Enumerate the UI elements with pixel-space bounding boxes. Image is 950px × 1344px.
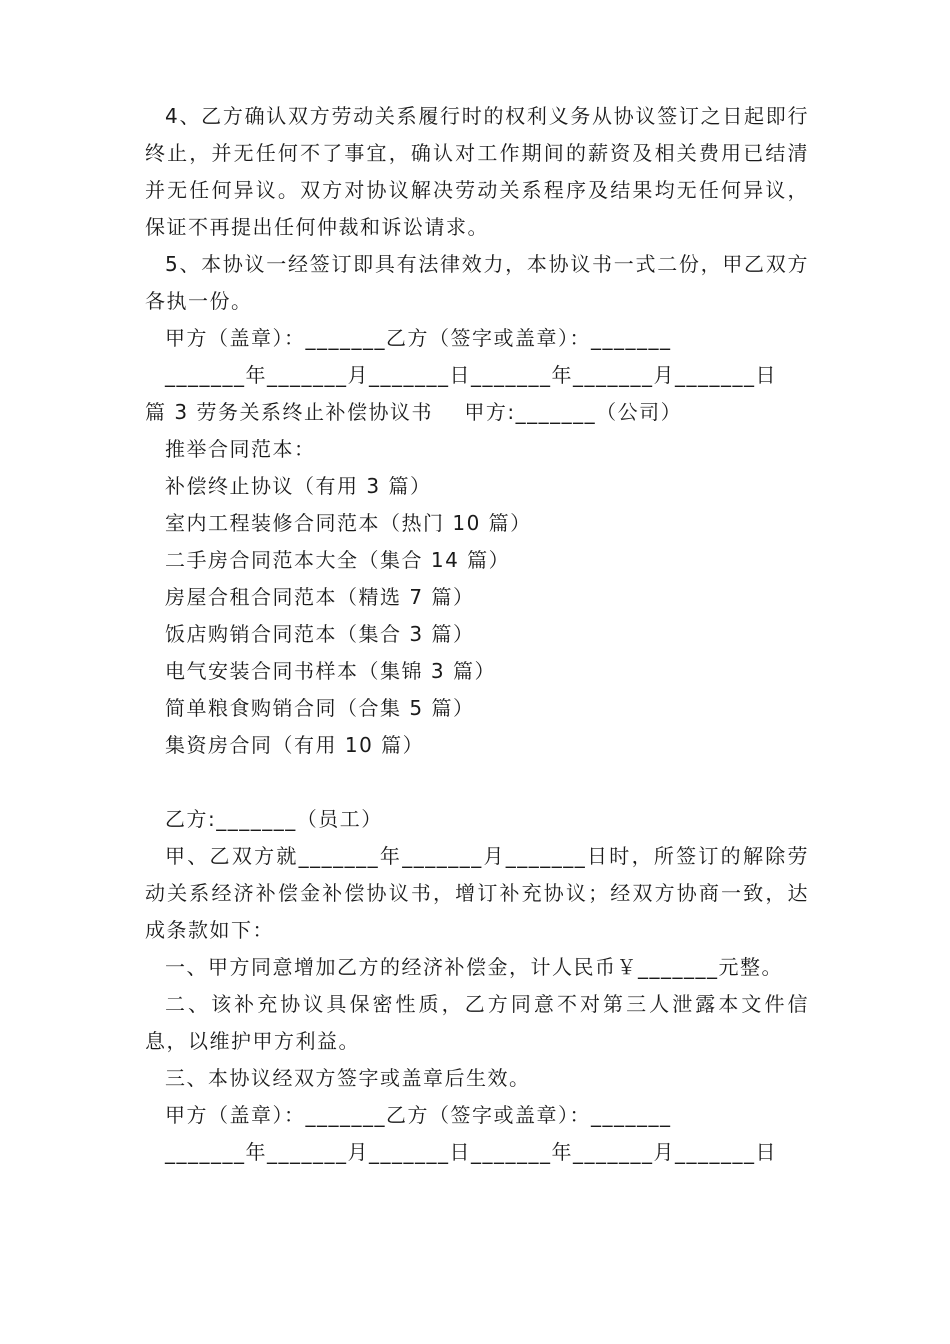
recommend-link[interactable]: 电气安装合同书样本（集锦 3 篇）	[165, 659, 496, 683]
blank-line	[145, 764, 809, 801]
section-title: 篇 3 劳务关系终止补偿协议书 甲方:_______（公司）	[145, 400, 683, 424]
recommend-link[interactable]: 集资房合同（有用 10 篇）	[165, 733, 425, 757]
date-line: _______年_______月_______日_______年_______月_______日	[165, 363, 777, 387]
clause-three: 三、本协议经双方签字或盖章后生效。	[165, 1066, 531, 1090]
paragraph-clause-4: 4、乙方确认双方劳动关系履行时的权利义务从协议签订之日起即行终止，并无任何不了事宜，确认对工作期间的薪资及相关费用已结清并无任何异议。双方对协议解决劳动关系程序及结果均无任何异议，保证不再提出任何仲裁和诉讼请求。	[145, 104, 809, 239]
party-b-line: 乙方:_______（员工）	[165, 807, 383, 831]
date-line: _______年_______月_______日_______年_______月_______日	[165, 1140, 777, 1164]
signature-line: 甲方（盖章）：_______乙方（签字或盖章）：_______	[165, 1103, 672, 1127]
paragraph-clause-5: 5、本协议一经签订即具有法律效力，本协议书一式二份，甲乙双方各执一份。	[145, 252, 809, 313]
recommend-link[interactable]: 补偿终止协议（有用 3 篇）	[165, 474, 432, 498]
recommend-link[interactable]: 饭店购销合同范本（集合 3 篇）	[165, 622, 475, 646]
recommend-link[interactable]: 简单粮食购销合同（合集 5 篇）	[165, 696, 475, 720]
clause-two: 二、该补充协议具保密性质，乙方同意不对第三人泄露本文件信息，以维护甲方利益。	[145, 992, 809, 1053]
recommend-link[interactable]: 室内工程装修合同范本（热门 10 篇）	[165, 511, 532, 535]
recommend-link[interactable]: 房屋合租合同范本（精选 7 篇）	[165, 585, 475, 609]
recommend-heading: 推举合同范本：	[165, 437, 316, 461]
recommend-list	[145, 468, 809, 764]
document-body	[145, 98, 809, 1171]
signature-line: 甲方（盖章）：_______乙方（签字或盖章）：_______	[165, 326, 672, 350]
recommend-link[interactable]: 二手房合同范本大全（集合 14 篇）	[165, 548, 511, 572]
clause-one: 一、甲方同意增加乙方的经济补偿金，计人民币￥_______元整。	[165, 955, 783, 979]
paragraph-preamble: 甲、乙双方就_______年_______月_______日时，所签订的解除劳动关系经济补偿金补偿协议书，增订补充协议；经双方协商一致，达成条款如下：	[145, 844, 809, 942]
